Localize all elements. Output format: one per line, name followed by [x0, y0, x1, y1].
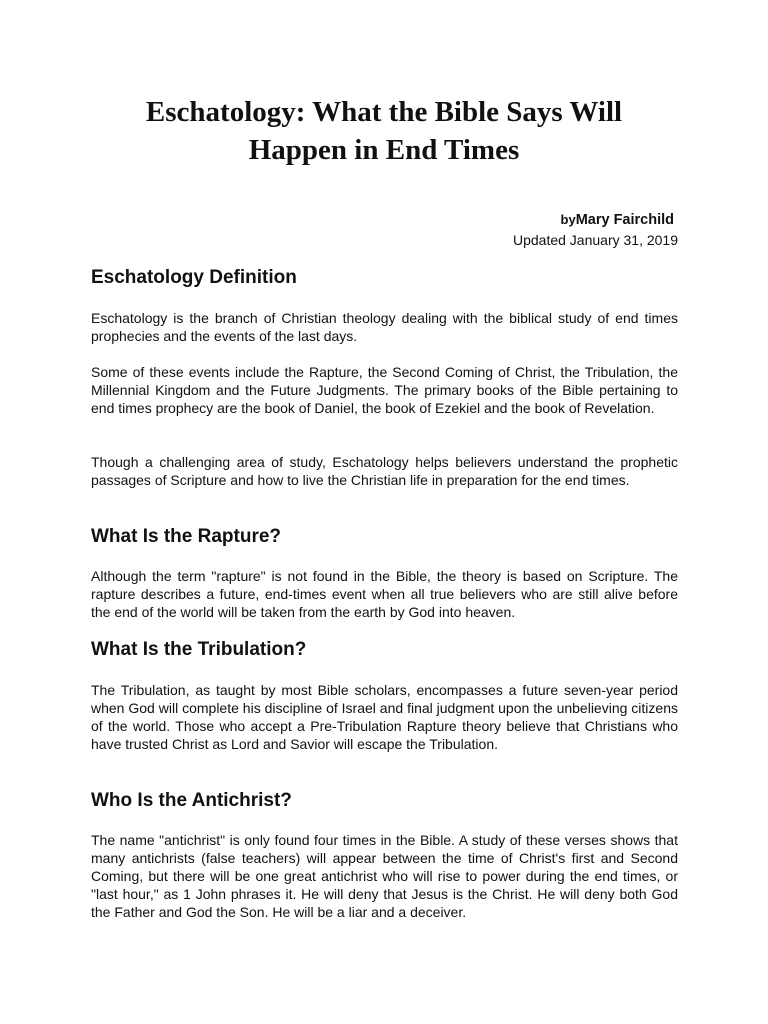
title-line-1: Eschatology: What the Bible Says Will: [145, 96, 623, 128]
section-heading-eschatology-definition: Eschatology Definition: [91, 267, 297, 288]
section-heading-tribulation: What Is the Tribulation?: [91, 639, 307, 660]
document-title: [60, 93, 708, 169]
section-heading-antichrist: Who Is the Antichrist?: [91, 790, 292, 811]
paragraph-events: Some of these events include the Rapture, the Second Coming of Christ, the Tribulation, the Millennial Kingdom and the Future Judgments. The primary books of the Bible pertaining to end times prophecy are the book of Daniel, the book of Ezekiel and the book of Revelation.: [91, 364, 678, 416]
author-name: Mary Fairchild: [575, 212, 674, 228]
updated-date: Updated January 31, 2019: [512, 232, 678, 248]
title-line-2: Happen in End Times: [248, 134, 520, 166]
paragraph-study: Though a challenging area of study, Eschatology helps believers understand the prophetic passages of Scripture and how to live the Christian life in preparation for the end times.: [91, 454, 678, 488]
paragraph-definition: Eschatology is the branch of Christian theology dealing with the biblical study of end times prophecies and the events of the last days.: [91, 310, 678, 344]
paragraph-tribulation: The Tribulation, as taught by most Bible scholars, encompasses a future seven-year period when God will complete his discipline of Israel and final judgment upon the unbelieving citizens of the world. Those who accept a Pre-Tribulation Rapture theory believe that Christians who have trusted Christ as Lord and Savior will escape the Tribulation.: [91, 682, 678, 752]
section-heading-rapture: What Is the Rapture?: [91, 526, 282, 547]
byline-prefix: by: [560, 212, 576, 227]
byline: [561, 210, 674, 229]
paragraph-antichrist: The name "antichrist" is only found four times in the Bible. A study of these verses shows that many antichrists (false teachers) will appear between the time of Christ's first and Second Coming, but there will be one great antichrist who will rise to power during the end times, or "last hour," as 1 John phrases it. He will deny that Jesus is the Christ. He will deny both God the Father and God the Son. He will be a liar and a deceiver.: [91, 832, 678, 920]
paragraph-rapture: Although the term "rapture" is not found in the Bible, the theory is based on Scripture. The rapture describes a future, end-times event when all true believers who are still alive before the end of the world will be taken from the earth by God into heaven.: [91, 568, 678, 620]
